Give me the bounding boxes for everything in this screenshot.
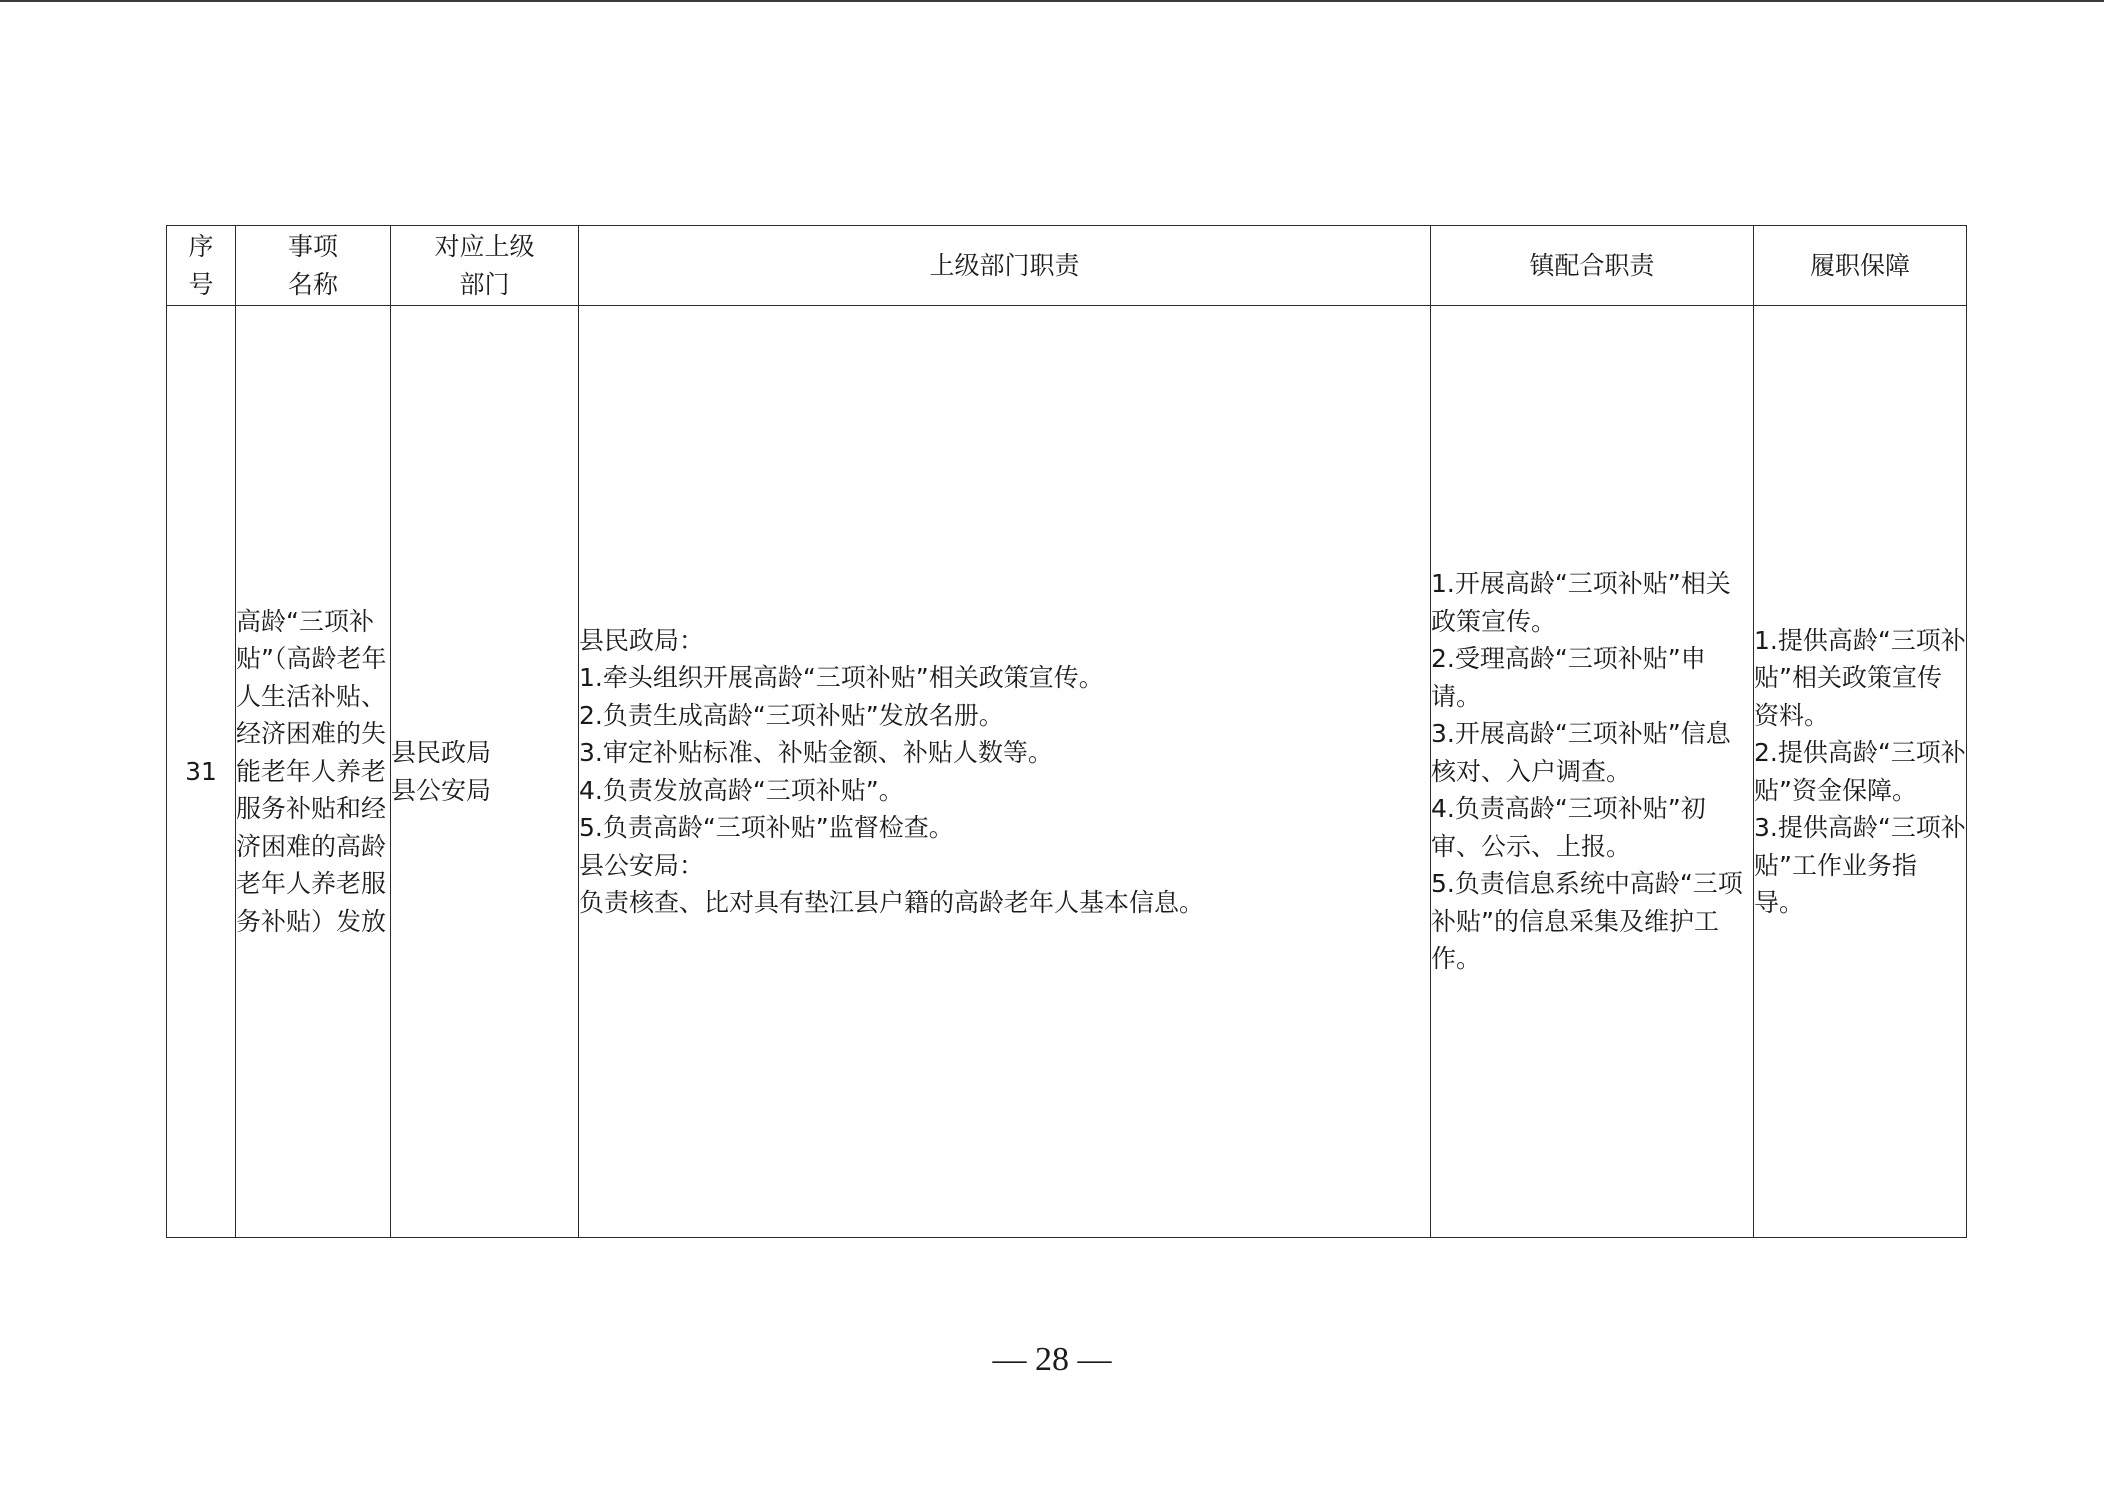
duty-table: [166, 225, 1967, 1238]
upper-duty-line: 负责核查、比对具有垫江县户籍的高龄老年人基本信息。: [579, 888, 1205, 917]
header-department: [391, 226, 579, 306]
town-duty-item: 2.受理高龄“三项补贴”申请。: [1431, 644, 1706, 711]
department-line: 县民政局: [391, 738, 492, 767]
upper-duty-line: 县民政局：: [579, 625, 705, 655]
upper-duty-line: 4.负责发放高龄“三项补贴”。: [579, 775, 904, 805]
cell-departments: [391, 306, 579, 1238]
header-item-name: [236, 226, 391, 306]
guarantee-item: 2.提供高龄“三项补贴”资金保障。: [1754, 738, 1966, 805]
guarantee-item: 3.提供高龄“三项补贴”工作业务指导。: [1754, 813, 1966, 917]
header-department-line2: 部门: [459, 269, 510, 299]
cell-town-duties: [1431, 306, 1754, 1238]
header-upper-duties: 上级部门职责: [579, 226, 1431, 306]
header-serial-no: [167, 226, 236, 306]
header-department-line1: 对应上级: [434, 231, 535, 261]
header-serial-no-line1: 序: [188, 231, 214, 261]
header-guarantee: 履职保障: [1754, 226, 1967, 306]
header-item-name-line1: 事项: [287, 231, 338, 261]
page-number: — 28 —: [992, 1341, 1112, 1378]
upper-duty-line: 5.负责高龄“三项补贴”监督检查。: [579, 813, 954, 842]
upper-duty-line: 2.负责生成高龄“三项补贴”发放名册。: [579, 700, 1004, 730]
cell-guarantees: [1754, 306, 1967, 1238]
town-duty-item: 3.开展高龄“三项补贴”信息核对、入户调查。: [1431, 719, 1731, 786]
table-row: [167, 306, 1967, 1238]
upper-duty-line: 县公安局：: [579, 850, 705, 880]
upper-duty-line: 3.审定补贴标准、补贴金额、补贴人数等。: [579, 738, 1053, 767]
upper-duty-line: 1.牵头组织开展高龄“三项补贴”相关政策宣传。: [579, 663, 1104, 692]
department-line: 县公安局: [391, 775, 492, 805]
cell-item-name: [236, 306, 391, 1238]
header-item-name-line2: 名称: [287, 269, 338, 299]
header-serial-no-line2: 号: [188, 269, 214, 299]
cell-upper-duties: [579, 306, 1431, 1238]
guarantee-item: 1.提供高龄“三项补贴”相关政策宣传资料。: [1754, 625, 1966, 730]
item-name-text: 高龄“三项补贴”（高龄老年人生活补贴、经济困难的失能老年人养老服务补贴和经济困难的高龄老年人养老服务补贴）发放: [236, 606, 387, 936]
town-duty-item: 4.负责高龄“三项补贴”初审、公示、上报。: [1431, 794, 1706, 861]
table-header-row: [167, 226, 1967, 306]
cell-serial-no: 31: [167, 306, 236, 1238]
header-town-duties: 镇配合职责: [1431, 226, 1754, 306]
town-duty-item: 1.开展高龄“三项补贴”相关政策宣传。: [1431, 569, 1731, 636]
town-duty-item: 5.负责信息系统中高龄“三项补贴”的信息采集及维护工作。: [1431, 869, 1743, 974]
top-border-line: [0, 0, 2104, 2]
